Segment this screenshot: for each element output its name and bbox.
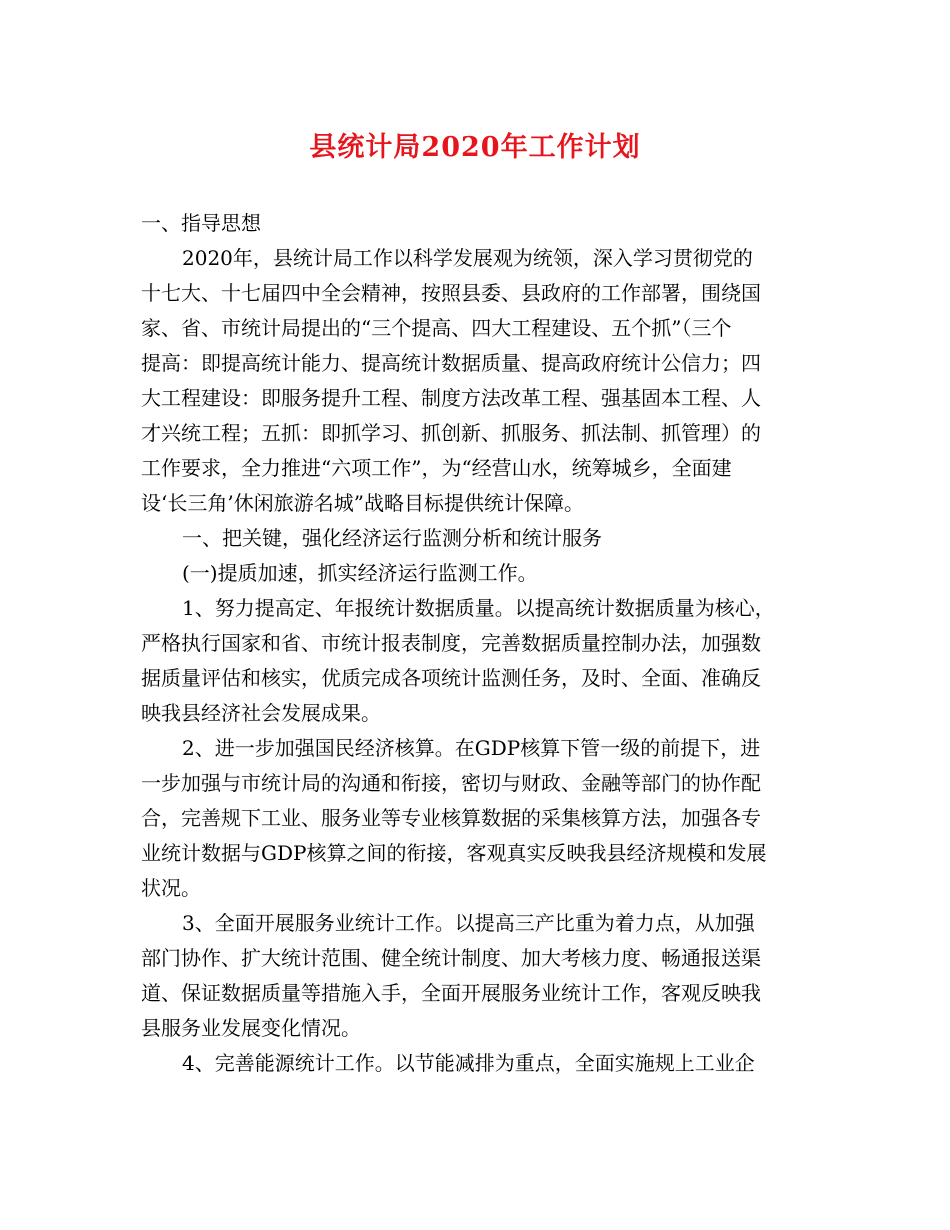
paragraph-line: 提高：即提高统计能力、提高统计数据质量、提高政府统计公信力；四 xyxy=(141,351,761,375)
paragraph-line: 才兴统工程；五抓：即抓学习、抓创新、抓服务、抓法制、抓管理）的 xyxy=(141,421,761,445)
paragraph-line: 一步加强与市统计局的沟通和衔接，密切与财政、金融等部门的协作配 xyxy=(141,771,761,795)
paragraph-line: 十七大、十七届四中全会精神，按照县委、县政府的工作部署，围绕国 xyxy=(141,281,761,305)
subsection-heading: (一)提质加速，抓实经济运行监测工作。 xyxy=(182,561,538,585)
paragraph-line: 县服务业发展变化情况。 xyxy=(141,1016,361,1040)
paragraph-line: 设‘长三角’休闲旅游名城”战略目标提供统计保障。 xyxy=(141,491,584,515)
section-heading: 一、把关键，强化经济运行监测分析和统计服务 xyxy=(182,526,602,550)
paragraph-line: 大工程建设：即服务提升工程、制度方法改革工程、强基固本工程、人 xyxy=(141,386,761,410)
paragraph-line: 合，完善规下工业、服务业等专业核算数据的采集核算方法，加强各专 xyxy=(141,806,761,830)
paragraph-line: 道、保证数据质量等措施入手，全面开展服务业统计工作，客观反映我 xyxy=(141,981,761,1005)
paragraph-line: 工作要求，全力推进“六项工作”，为“经营山水，统筹城乡，全面建 xyxy=(141,456,732,480)
document-title: 县统计局2020年工作计划 xyxy=(309,132,641,163)
section-heading: 一、指导思想 xyxy=(141,211,261,235)
paragraph-line: 2、进一步加强国民经济核算。在GDP核算下管一级的前提下，进 xyxy=(182,736,761,760)
paragraph-line: 严格执行国家和省、市统计报表制度，完善数据质量控制办法，加强数 xyxy=(141,631,761,655)
paragraph-line: 业统计数据与GDP核算之间的衔接，客观真实反映我县经济规模和发展 xyxy=(141,841,767,865)
paragraph-line: 家、省、市统计局提出的“三个提高、四大工程建设、五个抓”（三个 xyxy=(141,316,732,340)
paragraph-line: 部门协作、扩大统计范围、健全统计制度、加大考核力度、畅通报送渠 xyxy=(141,946,761,970)
paragraph-line: 状况。 xyxy=(141,876,201,900)
paragraph-line: 1、努力提高定、年报统计数据质量。以提高统计数据质量为核心， xyxy=(182,596,775,620)
paragraph-line: 据质量评估和核实，优质完成各项统计监测任务，及时、全面、准确反 xyxy=(141,666,761,690)
paragraph-line: 3、全面开展服务业统计工作。以提高三产比重为着力点，从加强 xyxy=(182,911,755,935)
paragraph-line: 2020年，县统计局工作以科学发展观为统领，深入学习贯彻党的 xyxy=(182,246,753,270)
paragraph-line: 4、完善能源统计工作。以节能减排为重点，全面实施规上工业企 xyxy=(182,1051,755,1075)
document-body xyxy=(141,206,817,1081)
paragraph-line: 映我县经济社会发展成果。 xyxy=(141,701,381,725)
